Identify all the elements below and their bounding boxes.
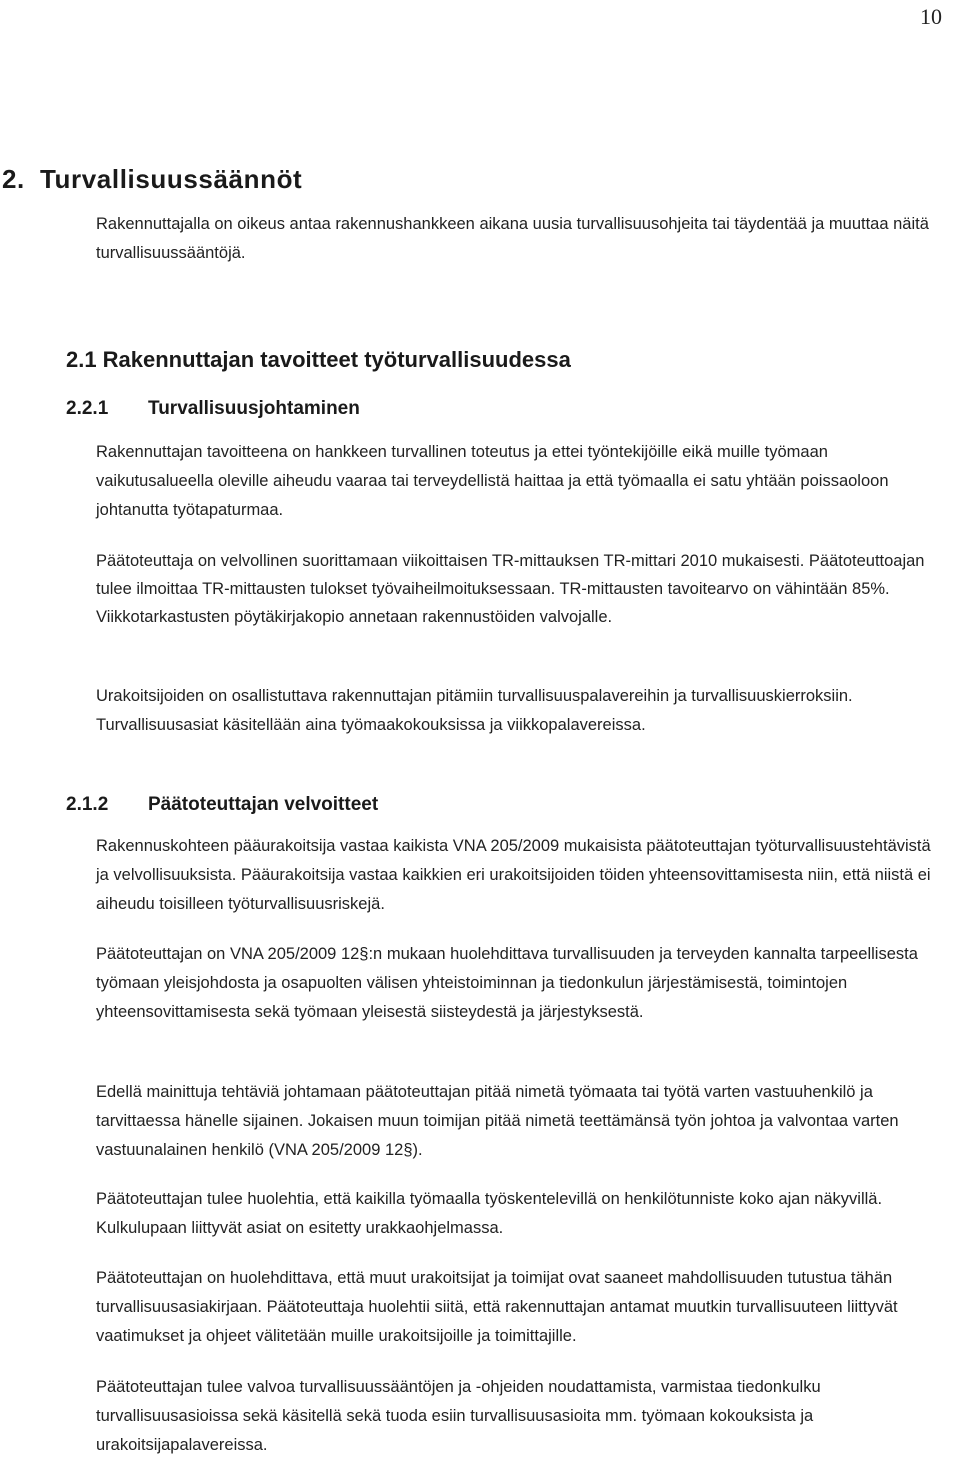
intro-paragraph: Rakennuttajalla on oikeus antaa rakennushankkeen aikana uusia turvallisuusohjeita tai täydentää ja muuttaa näitä turvallisuussääntöjä.	[96, 215, 929, 262]
paragraph-vna-duties: Päätoteuttajan on VNA 205/2009 12§:n mukaan huolehdittava turvallisuuden ja terveyden kannalta tarpeellisesta työmaan yleisjohdosta ja osapuolten välisen yhteistoiminnan ja tiedonkulun järjestämisestä, toimintojen yhteensovittamisesta sekä työmaan yleisestä siisteydestä ja järjestyksestä.	[96, 945, 918, 1021]
paragraph-safety-meetings: Urakoitsijoiden on osallistuttava rakennuttajan pitämiin turvallisuuspalavereihin ja turvallisuuskierroksiin. Turvallisuusasiat käsitellään aina työmaakokouksissa ja viikkopalavereissa.	[96, 687, 853, 734]
section-title: Päätoteuttajan velvoitteet	[148, 794, 379, 815]
section-heading-2-1	[66, 347, 571, 373]
paragraph-safety-document: Päätoteuttajan on huolehdittava, että muut urakoitsijat ja toimijat ovat saaneet mahdollisuuden tutustua tähän turvallisuusasiakirjaan. Päätoteuttaja huolehtii siitä, että rakennuttajan antamat muutkin turvallisuuteen liittyvät vaatimukset ja ohjeet välitetään muille urakoitsijoille ja toimittajille.	[96, 1269, 898, 1345]
section-number: 2.	[2, 164, 25, 194]
paragraph-tr-measurement: Päätoteuttaja on velvollinen suorittamaan viikoittaisen TR-mittauksen TR-mittari 2010 mukaisesti. Päätoteuttoajan tulee ilmoittaa TR-mittausten tulokset työvaiheilmoituksessaan. TR-mittausten tavoitearvo on vähintään 85%. Viikkotarkastusten pöytäkirjakopio annetaan rakennustöiden valvojalle.	[96, 552, 925, 626]
section-title: Turvallisuussäännöt	[40, 164, 303, 194]
section-heading-2-2-1	[66, 398, 360, 420]
page-number: 10	[920, 4, 942, 29]
section-number: 2.1.2	[66, 794, 109, 815]
section-heading-2	[0, 164, 302, 195]
section-title: Turvallisuusjohtaminen	[148, 398, 360, 419]
paragraph-supervision: Päätoteuttajan tulee valvoa turvallisuussääntöjen ja -ohjeiden noudattamista, varmistaa tiedonkulku turvallisuusasioissa sekä käsitellä sekä tuoda esiin turvallisuusasioita mm. työmaan kokouksista ja urakoitsijapalavereissa.	[96, 1378, 821, 1454]
paragraph-responsible-person: Edellä mainittuja tehtäviä johtamaan päätoteuttajan pitää nimetä työmaata tai työtä varten vastuuhenkilö ja tarvittaessa hänelle sijainen. Jokaisen muun toimijan pitää nimetä teettämänsä työn johtoa ja valvontaa varten vastuunalainen henkilö (VNA 205/2009 12§).	[96, 1083, 899, 1159]
section-heading-2-1-2	[66, 794, 378, 816]
paragraph-main-contractor: Rakennuskohteen pääurakoitsija vastaa kaikista VNA 205/2009 mukaisista päätoteuttajan työturvallisuustehtävistä ja velvollisuuksista. Pääurakoitsija vastaa kaikkien eri urakoitsijoiden töiden yhteensovittamisesta niin, että niistä ei aiheudu toisilleen työturvallisuusriskejä.	[96, 837, 931, 913]
section-number: 2.1	[66, 347, 97, 372]
paragraph-identification: Päätoteuttajan tulee huolehtia, että kaikilla työmaalla työskentelevillä on henkilötunniste koko ajan näkyvillä. Kulkulupaan liittyvät asiat on esitetty urakkaohjelmassa.	[96, 1190, 883, 1237]
paragraph-goals: Rakennuttajan tavoitteena on hankkeen turvallinen toteutus ja ettei työntekijöille eikä muille työmaan vaikutusalueella oleville aiheudu vaaraa tai terveydellistä haittaa ja että työmaalla ei satu yhtään poissaoloon johtanutta työtapaturmaa.	[96, 443, 889, 519]
section-number: 2.2.1	[66, 398, 109, 419]
section-title: Rakennuttajan tavoitteet työturvallisuudessa	[102, 347, 571, 372]
